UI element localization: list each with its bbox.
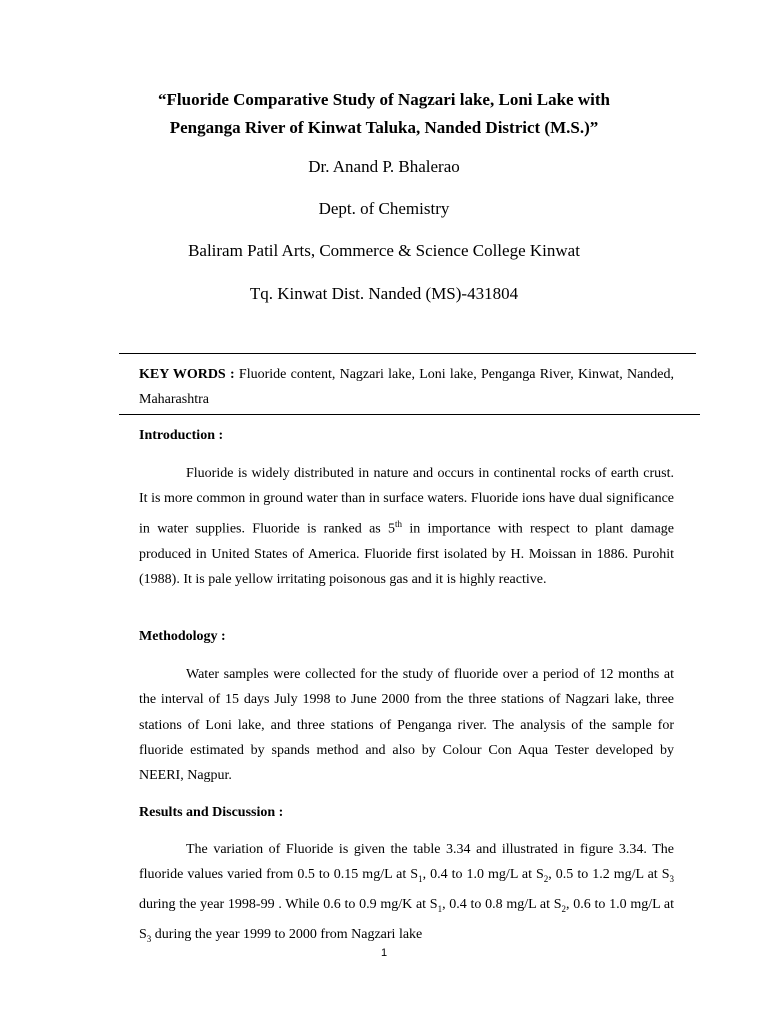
results-paragraph: [139, 837, 674, 953]
introduction-heading: Introduction :: [139, 428, 224, 443]
author-address: Tq. Kinwat Dist. Nanded (MS)-431804: [249, 284, 519, 303]
title-line-2: Penganga River of Kinwat Taluka, Nanded District (M.S.)”: [169, 118, 599, 137]
author-name: Dr. Anand P. Bhalerao: [308, 157, 460, 176]
keywords-bottom-rule: [119, 414, 700, 415]
author-college: Baliram Patil Arts, Commerce & Science College Kinwat: [188, 241, 580, 260]
author-department: Dept. of Chemistry: [318, 199, 450, 218]
station-subscript: 3: [146, 934, 152, 945]
keywords-block: [139, 362, 674, 413]
ordinal-superscript: th: [395, 518, 403, 529]
station-subscript: 1: [437, 904, 443, 915]
methodology-paragraph: Water samples were collected for the study of fluoride over a period of 12 months at the interval of 15 days July 1998 to June 2000 from the three stations of Nagzari lake, three stations of Loni lake, and three stations of Penganga river. The analysis of the sample for fluoride estimated by spands method and also by Colour Con Aqua Tester developed by NEERI, Nagpur.: [139, 667, 674, 784]
keywords-label: KEY WORDS :: [139, 367, 235, 382]
station-subscript: 3: [669, 874, 674, 885]
results-heading: Results and Discussion :: [139, 805, 284, 820]
station-subscript: 1: [418, 874, 423, 885]
paper-title: [0, 86, 768, 142]
page-number: 1: [380, 947, 388, 959]
results-text-4: during the year 1998-99 . While 0.6 to 0.9 mg/K at S: [139, 897, 438, 913]
introduction-paragraph: [139, 461, 674, 592]
results-text-3: , 0.5 to 1.2 mg/L at S: [548, 867, 670, 883]
station-subscript: 2: [561, 904, 567, 915]
results-text-6: , 0.6 to 1.0 mg/L at S: [139, 897, 675, 943]
introduction-text-part-2: in importance with respect to plant damage produced in United States of America. Fluoride first isolated by H. Moissan in 1886. Purohit (1988). It is pale yellow irritating poisonous gas and it is highly reactive.: [139, 521, 675, 587]
title-line-1: “Fluoride Comparative Study of Nagzari lake, Loni Lake with: [158, 90, 610, 109]
results-text-2: , 0.4 to 1.0 mg/L at S: [422, 867, 544, 883]
keywords-top-rule: [119, 353, 696, 354]
introduction-text-part-1: Fluoride is widely distributed in nature and occurs in continental rocks of earth crust. It is more common in ground water than in surface waters. Fluoride ions have dual significance in water supplies. Fluoride is ranked as 5: [139, 466, 674, 537]
results-text-1: The variation of Fluoride is given the table 3.34 and illustrated in figure 3.34. The fluoride values varied from 0.5 to 0.15 mg/L at S: [139, 842, 674, 883]
methodology-heading: Methodology :: [139, 629, 226, 644]
keywords-text: Fluoride content, Nagzari lake, Loni lake, Penganga River, Kinwat, Nanded, Maharashtra: [139, 367, 675, 408]
station-subscript: 2: [543, 874, 549, 885]
results-text-5: , 0.4 to 0.8 mg/L at S: [442, 897, 562, 913]
results-text-7: during the year 1999 to 2000 from Nagzari lake: [151, 927, 423, 943]
